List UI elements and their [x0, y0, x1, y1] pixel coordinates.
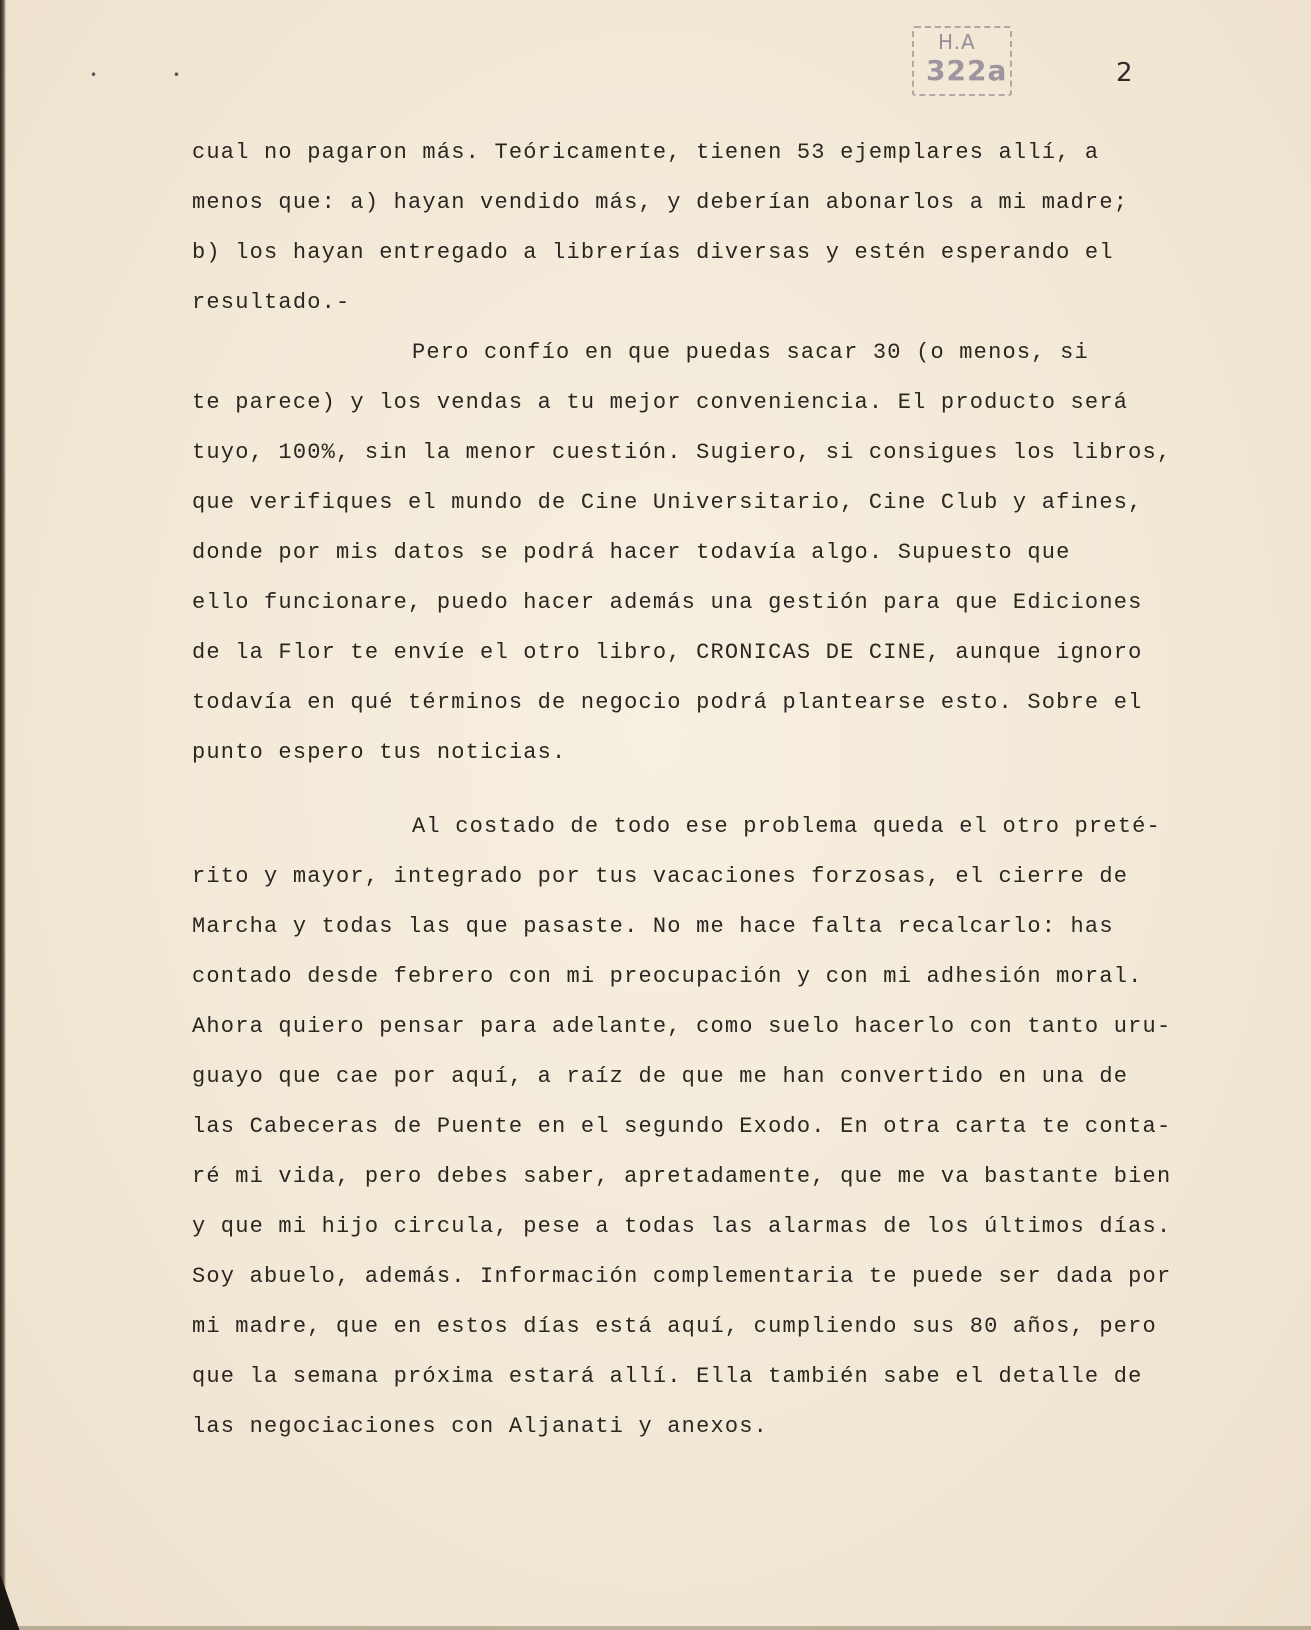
text-line: que verifiques el mundo de Cine Universitario, Cine Club y afines, [192, 490, 1143, 515]
text-line: de la Flor te envíe el otro libro, CRONICAS DE CINE, aunque ignoro [192, 640, 1143, 665]
text-line: Marcha y todas las que pasaste. No me hace falta recalcarlo: has [192, 914, 1114, 939]
text-line: las Cabeceras de Puente en el segundo Exodo. En otra carta te conta- [192, 1114, 1172, 1139]
text-line: tuyo, 100%, sin la menor cuestión. Sugiero, si consigues los libros, [192, 440, 1172, 465]
archive-stamp-top: H.A [938, 30, 976, 54]
text-line: Ahora quiero pensar para adelante, como suelo hacerlo con tanto uru- [192, 1014, 1172, 1039]
text-line: punto espero tus noticias. [192, 740, 567, 765]
text-line: Pero confío en que puedas sacar 30 (o menos, si [412, 340, 1089, 365]
text-line: guayo que cae por aquí, a raíz de que me han convertido en una de [192, 1064, 1129, 1089]
paragraph-gap [192, 778, 1212, 802]
text-line: te parece) y los vendas a tu mejor conveniencia. El producto será [192, 390, 1129, 415]
text-line: y que mi hijo circula, pese a todas las alarmas de los últimos días. [192, 1214, 1172, 1239]
text-line: rito y mayor, integrado por tus vacaciones forzosas, el cierre de [192, 864, 1129, 889]
text-line: Al costado de todo ese problema queda el otro preté- [412, 814, 1161, 839]
corner-shadow [0, 1560, 24, 1630]
paragraph-2 [192, 328, 1212, 778]
paragraph-3 [192, 802, 1212, 1452]
page-number: 2 [1116, 58, 1133, 88]
page-left-edge [0, 0, 6, 1630]
text-line: b) los hayan entregado a librerías diversas y estén esperando el [192, 240, 1114, 265]
letter-body [192, 128, 1212, 1452]
text-line: que la semana próxima estará allí. Ella también sabe el detalle de [192, 1364, 1143, 1389]
text-line: menos que: a) hayan vendido más, y deberían abonarlos a mi madre; [192, 190, 1129, 215]
text-line: donde por mis datos se podrá hacer todavía algo. Supuesto que [192, 540, 1071, 565]
text-line: Soy abuelo, además. Información complementaria te puede ser dada por [192, 1264, 1172, 1289]
archive-stamp-bottom: 322a [926, 54, 1008, 87]
corner-marks: • • [90, 68, 216, 82]
text-line: resultado.- [192, 290, 351, 315]
archive-stamp [912, 26, 1012, 96]
text-line: cual no pagaron más. Teóricamente, tienen 53 ejemplares allí, a [192, 140, 1100, 165]
text-line: contado desde febrero con mi preocupación y con mi adhesión moral. [192, 964, 1143, 989]
text-line: mi madre, que en estos días está aquí, cumpliendo sus 80 años, pero [192, 1314, 1157, 1339]
page-bottom-edge [0, 1626, 1311, 1630]
text-line: ello funcionare, puedo hacer además una gestión para que Ediciones [192, 590, 1143, 615]
text-line: ré mi vida, pero debes saber, apretadamente, que me va bastante bien [192, 1164, 1172, 1189]
paragraph-1 [192, 128, 1212, 328]
text-line: todavía en qué términos de negocio podrá plantearse esto. Sobre el [192, 690, 1143, 715]
text-line: las negociaciones con Aljanati y anexos. [192, 1414, 769, 1439]
